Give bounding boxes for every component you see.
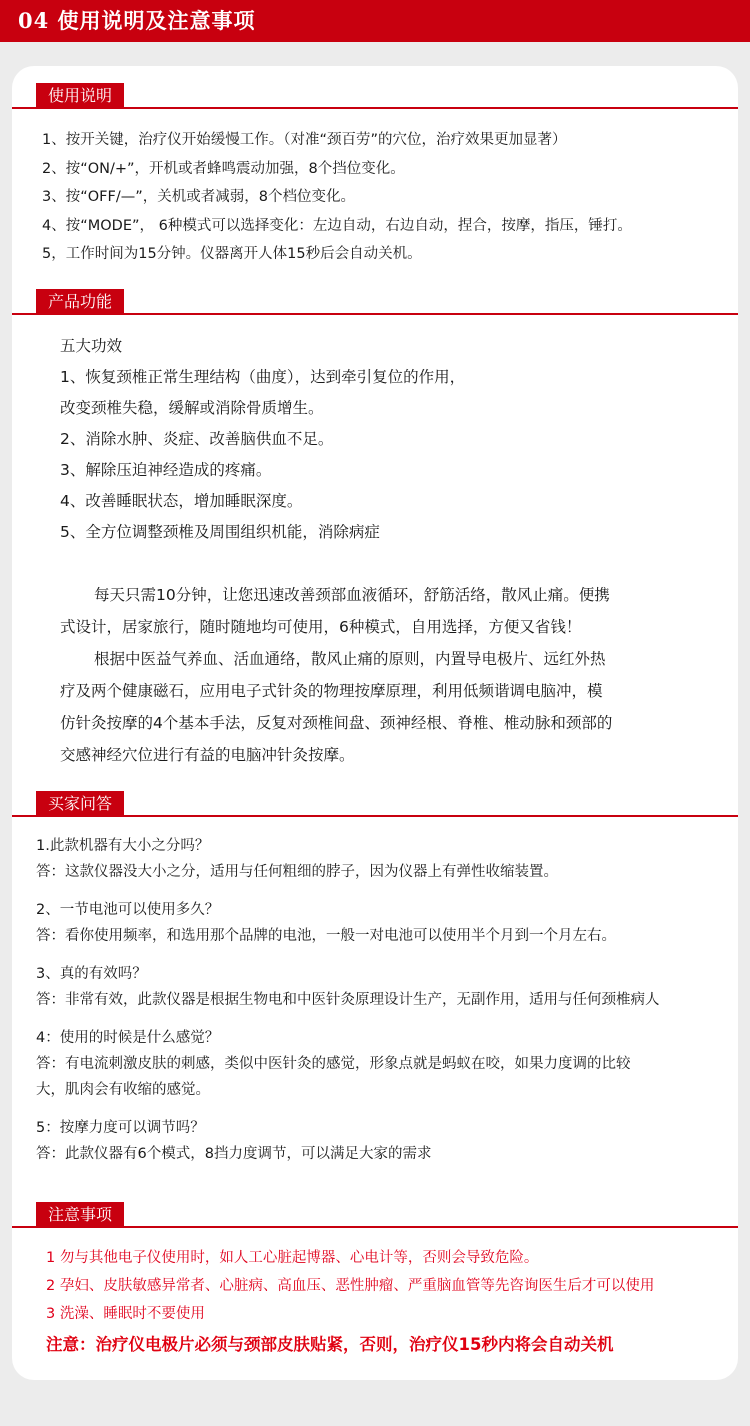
notice-warning: 注意：治疗仪电极片必须与颈部皮肤贴紧，否则，治疗仪15秒内将会自动关机 bbox=[46, 1335, 614, 1354]
content-card bbox=[12, 66, 738, 1380]
qa-question: 5：按摩力度可以调节吗？ bbox=[36, 1120, 205, 1136]
paragraph-line: 根据中医益气养血、活血通络，散风止痛的原则，内置导电极片、远红外热 bbox=[94, 650, 606, 668]
paragraph-line: 交感神经穴位进行有益的电脑冲针灸按摩。 bbox=[60, 746, 355, 764]
notice-line: 2 孕妇、皮肤敏感异常者、心脏病、高血压、恶性肿瘤、严重脑血管等先咨询医生后才可以使用 bbox=[46, 1278, 655, 1294]
qa-answer: 答：这款仪器没大小之分，适用与任何粗细的脖子，因为仪器上有弹性收缩装置。 bbox=[36, 864, 558, 880]
page-banner: 04 使用说明及注意事项 bbox=[0, 0, 750, 42]
usage-line: 5，工作时间为15分钟。仪器离开人体15秒后会自动关机。 bbox=[42, 246, 422, 262]
section-tab-usage: 使用说明 bbox=[36, 83, 124, 109]
qa-list bbox=[36, 833, 660, 1167]
qa-answer: 答：有电流刺激皮肤的刺感，类似中医针灸的感觉，形象点就是蚂蚁在咬，如果力度调的比较 bbox=[36, 1056, 631, 1072]
usage-line: 3、按“OFF/—”，关机或者减弱，8个档位变化。 bbox=[42, 189, 355, 205]
paragraph-line: 式设计，居家旅行，随时随地均可使用，6种模式，自用选择，方便又省钱！ bbox=[60, 618, 582, 636]
qa-question: 3、真的有效吗？ bbox=[36, 966, 147, 982]
function-line: 改变颈椎失稳，缓解或消除骨质增生。 bbox=[60, 399, 324, 417]
function-line: 4、改善睡眠状态，增加睡眠深度。 bbox=[60, 492, 303, 510]
qa-question: 2、一节电池可以使用多久？ bbox=[36, 902, 220, 918]
section-header-function bbox=[12, 289, 738, 315]
function-line: 1、恢复颈椎正常生理结构（曲度），达到牵引复位的作用， bbox=[60, 368, 466, 386]
qa-answer: 大，肌肉会有收缩的感觉。 bbox=[36, 1082, 210, 1098]
function-line: 五大功效 bbox=[60, 337, 123, 355]
section-tab-qa: 买家问答 bbox=[36, 791, 124, 817]
function-line: 3、解除压迫神经造成的疼痛。 bbox=[60, 461, 272, 479]
qa-answer: 答：非常有效，此款仪器是根据生物电和中医针灸原理设计生产，无副作用，适用与任何颈椎病人 bbox=[36, 992, 660, 1008]
paragraph-line: 仿针灸按摩的4个基本手法，反复对颈椎间盘、颈神经根、脊椎、椎动脉和颈部的 bbox=[60, 714, 613, 732]
usage-line: 1、按开关键，治疗仪开始缓慢工作。（对准“颈百劳”的穴位，治疗效果更加显著） bbox=[42, 132, 567, 148]
qa-question: 4：使用的时候是什么感觉？ bbox=[36, 1030, 220, 1046]
usage-line: 4、按“MODE”， 6种模式可以选择变化：左边自动，右边自动，捏合，按摩，指压，锤打。 bbox=[42, 217, 632, 234]
qa-answer: 答：看你使用频率，和选用那个品牌的电池，一般一对电池可以使用半个月到一个月左右。 bbox=[36, 928, 616, 944]
paragraph-line: 疗及两个健康磁石，应用电子式针灸的物理按摩原理，利用低频谐调电脑冲，模 bbox=[60, 682, 603, 700]
section-header-usage bbox=[12, 83, 738, 109]
function-line: 5、全方位调整颈椎及周围组织机能，消除病症 bbox=[60, 523, 380, 541]
function-line: 2、消除水肿、炎症、改善脑供血不足。 bbox=[60, 430, 334, 448]
section-tab-notice: 注意事项 bbox=[36, 1202, 124, 1228]
notice-line: 3 洗澡、睡眠时不要使用 bbox=[46, 1306, 205, 1322]
notice-line: 1 勿与其他电子仪使用时，如人工心脏起博器、心电计等，否则会导致危险。 bbox=[46, 1250, 539, 1266]
section-header-qa bbox=[12, 791, 738, 817]
qa-question: 1.此款机器有大小之分吗？ bbox=[36, 838, 210, 854]
usage-list bbox=[42, 126, 632, 269]
function-list bbox=[60, 331, 465, 548]
notice-list bbox=[46, 1244, 654, 1362]
function-paragraph bbox=[60, 579, 612, 771]
usage-line: 2、按“ON/+”，开机或者蜂鸣震动加强，8个挡位变化。 bbox=[42, 160, 405, 177]
section-tab-function: 产品功能 bbox=[36, 289, 124, 315]
paragraph-line: 每天只需10分钟，让您迅速改善颈部血液循环，舒筋活络，散风止痛。便携 bbox=[94, 586, 610, 604]
qa-answer: 答：此款仪器有6个模式，8挡力度调节，可以满足大家的需求 bbox=[36, 1146, 432, 1162]
section-header-notice bbox=[12, 1202, 738, 1228]
